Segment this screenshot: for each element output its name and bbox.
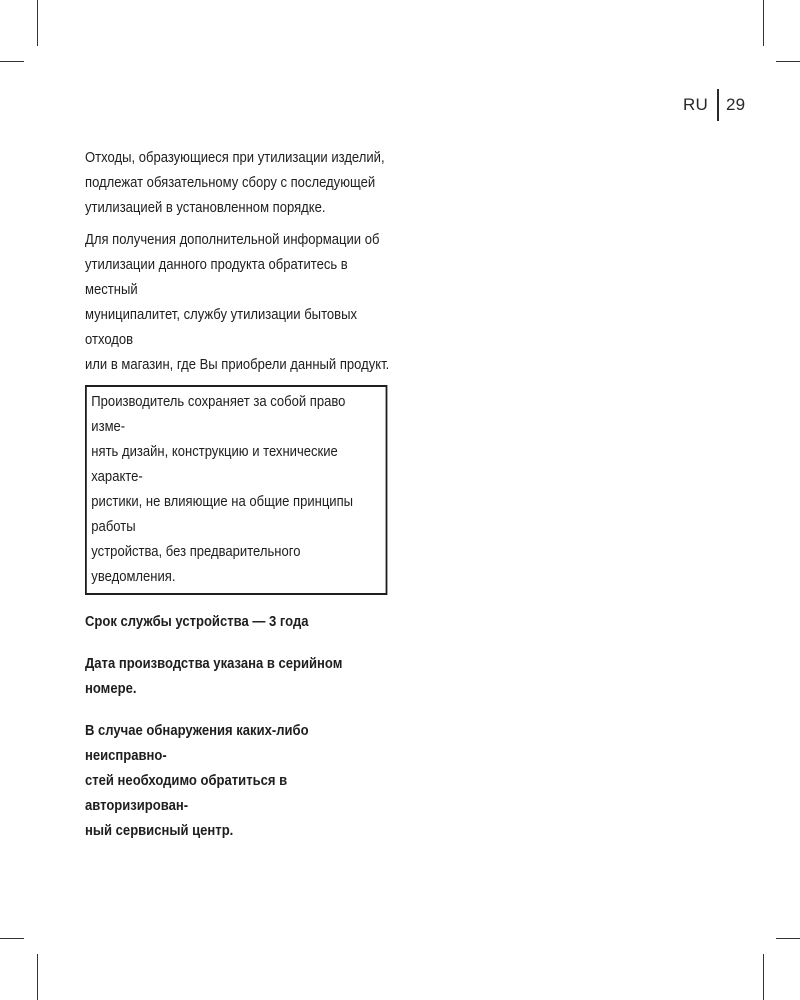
page-header [683,90,745,120]
crop-mark [763,954,764,1000]
page-content [85,146,390,844]
service-life: Срок службы устройства — 3 года [85,614,309,630]
crop-mark [0,61,24,62]
crop-mark [776,938,800,939]
disposal-paragraph: Отходы, образующиеся при утилизации изделий, подлежат обязательному сбору с последующей утилизацией в установленном порядке. [85,150,385,216]
defects-note: В случае обнаружения каких-либо неисправно- стей необходимо обратиться в авторизирован- ный сервисный центр. [85,723,309,839]
info-paragraph: Для получения дополнительной информации об утилизации данного продукта обратитесь в местный муниципалитет, службу утилизации бытовых отходов или в магазин, где Вы приобрели данный продукт. [85,232,390,373]
crop-mark [776,61,800,62]
production-date-note: Дата производства указана в серийном номере. [85,656,343,697]
page-number: 29 [725,95,746,114]
crop-mark [763,0,764,46]
manufacturer-notice: Производитель сохраняет за собой право изме- нять дизайн, конструкцию и технические характе- ристики, не влияющие на общие принципы работы устройства, без предварительного уведомления. [85,385,387,595]
language-code: RU [683,95,708,114]
crop-mark [37,954,38,1000]
header-separator [717,89,719,121]
crop-mark [0,938,24,939]
crop-mark [37,0,38,46]
